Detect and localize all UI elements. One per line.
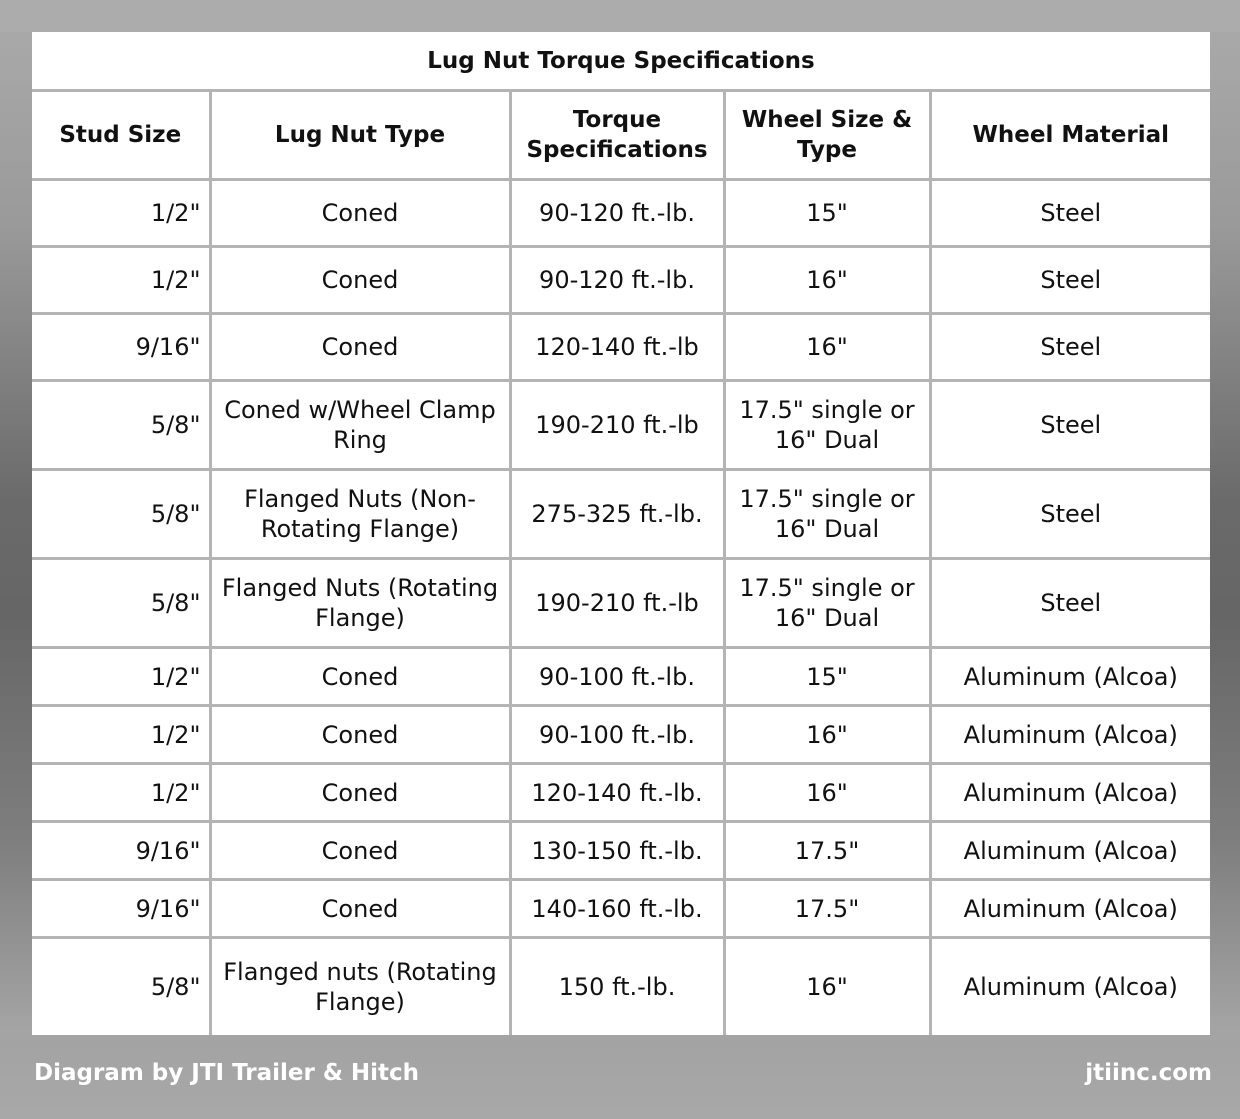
cell-wheel-material: Steel	[930, 314, 1210, 381]
table-row	[32, 314, 1210, 381]
cell-wheel-material: Aluminum (Alcoa)	[930, 764, 1210, 822]
cell-wheel-size: 17.5" single or 16" Dual	[724, 559, 930, 648]
table-row	[32, 180, 1210, 247]
cell-lug-nut-type: Coned	[210, 880, 510, 938]
table-row	[32, 880, 1210, 938]
header-lug-nut-type: Lug Nut Type	[210, 91, 510, 180]
cell-stud-size: 5/8"	[32, 381, 210, 470]
header-wheel-material: Wheel Material	[930, 91, 1210, 180]
website-link[interactable]: jtiinc.com	[1085, 1060, 1212, 1086]
cell-torque: 90-120 ft.-lb.	[510, 247, 724, 314]
cell-stud-size: 5/8"	[32, 470, 210, 559]
torque-spec-table	[32, 32, 1210, 1035]
table-row	[32, 648, 1210, 706]
cell-lug-nut-type: Coned w/Wheel Clamp Ring	[210, 381, 510, 470]
cell-lug-nut-type: Coned	[210, 764, 510, 822]
cell-stud-size: 1/2"	[32, 180, 210, 247]
cell-lug-nut-type: Coned	[210, 180, 510, 247]
cell-lug-nut-type: Flanged Nuts (Non-Rotating Flange)	[210, 470, 510, 559]
cell-wheel-size: 16"	[724, 764, 930, 822]
cell-wheel-material: Steel	[930, 180, 1210, 247]
cell-stud-size: 1/2"	[32, 764, 210, 822]
cell-wheel-size: 16"	[724, 314, 930, 381]
cell-wheel-material: Aluminum (Alcoa)	[930, 880, 1210, 938]
table-row	[32, 470, 1210, 559]
top-band	[0, 0, 1240, 32]
header-wheel-size-type: Wheel Size & Type	[724, 91, 930, 180]
cell-wheel-material: Aluminum (Alcoa)	[930, 938, 1210, 1036]
table-row	[32, 938, 1210, 1036]
cell-stud-size: 5/8"	[32, 938, 210, 1036]
cell-torque: 150 ft.-lb.	[510, 938, 724, 1036]
table-row	[32, 559, 1210, 648]
header-torque-specifications: Torque Specifications	[510, 91, 724, 180]
table-row	[32, 247, 1210, 314]
cell-wheel-material: Steel	[930, 381, 1210, 470]
cell-wheel-material: Aluminum (Alcoa)	[930, 648, 1210, 706]
cell-lug-nut-type: Coned	[210, 706, 510, 764]
cell-wheel-material: Steel	[930, 470, 1210, 559]
cell-torque: 130-150 ft.-lb.	[510, 822, 724, 880]
cell-wheel-material: Steel	[930, 247, 1210, 314]
cell-stud-size: 1/2"	[32, 247, 210, 314]
cell-lug-nut-type: Coned	[210, 822, 510, 880]
table-title: Lug Nut Torque Specifications	[32, 32, 1210, 91]
table-row	[32, 822, 1210, 880]
cell-wheel-size: 16"	[724, 938, 930, 1036]
cell-torque: 190-210 ft.-lb	[510, 559, 724, 648]
cell-torque: 90-100 ft.-lb.	[510, 648, 724, 706]
table-row	[32, 764, 1210, 822]
cell-stud-size: 1/2"	[32, 648, 210, 706]
cell-wheel-size: 17.5"	[724, 822, 930, 880]
cell-lug-nut-type: Coned	[210, 648, 510, 706]
cell-wheel-size: 17.5"	[724, 880, 930, 938]
cell-stud-size: 9/16"	[32, 880, 210, 938]
cell-torque: 140-160 ft.-lb.	[510, 880, 724, 938]
cell-lug-nut-type: Flanged nuts (Rotating Flange)	[210, 938, 510, 1036]
cell-lug-nut-type: Coned	[210, 247, 510, 314]
cell-torque: 90-100 ft.-lb.	[510, 706, 724, 764]
cell-wheel-size: 15"	[724, 180, 930, 247]
cell-torque: 120-140 ft.-lb.	[510, 764, 724, 822]
cell-lug-nut-type: Flanged Nuts (Rotating Flange)	[210, 559, 510, 648]
cell-stud-size: 9/16"	[32, 314, 210, 381]
cell-wheel-size: 15"	[724, 648, 930, 706]
cell-wheel-size: 17.5" single or 16" Dual	[724, 381, 930, 470]
diagram-credit: Diagram by JTI Trailer & Hitch	[34, 1060, 420, 1086]
table-row	[32, 381, 1210, 470]
cell-wheel-material: Steel	[930, 559, 1210, 648]
cell-torque: 120-140 ft.-lb	[510, 314, 724, 381]
cell-stud-size: 9/16"	[32, 822, 210, 880]
cell-wheel-size: 16"	[724, 706, 930, 764]
cell-stud-size: 1/2"	[32, 706, 210, 764]
cell-stud-size: 5/8"	[32, 559, 210, 648]
cell-wheel-material: Aluminum (Alcoa)	[930, 822, 1210, 880]
cell-wheel-size: 17.5" single or 16" Dual	[724, 470, 930, 559]
table-row	[32, 706, 1210, 764]
header-row	[32, 91, 1210, 180]
cell-torque: 90-120 ft.-lb.	[510, 180, 724, 247]
header-stud-size: Stud Size	[32, 91, 210, 180]
cell-torque: 190-210 ft.-lb	[510, 381, 724, 470]
cell-wheel-material: Aluminum (Alcoa)	[930, 706, 1210, 764]
cell-wheel-size: 16"	[724, 247, 930, 314]
cell-torque: 275-325 ft.-lb.	[510, 470, 724, 559]
cell-lug-nut-type: Coned	[210, 314, 510, 381]
